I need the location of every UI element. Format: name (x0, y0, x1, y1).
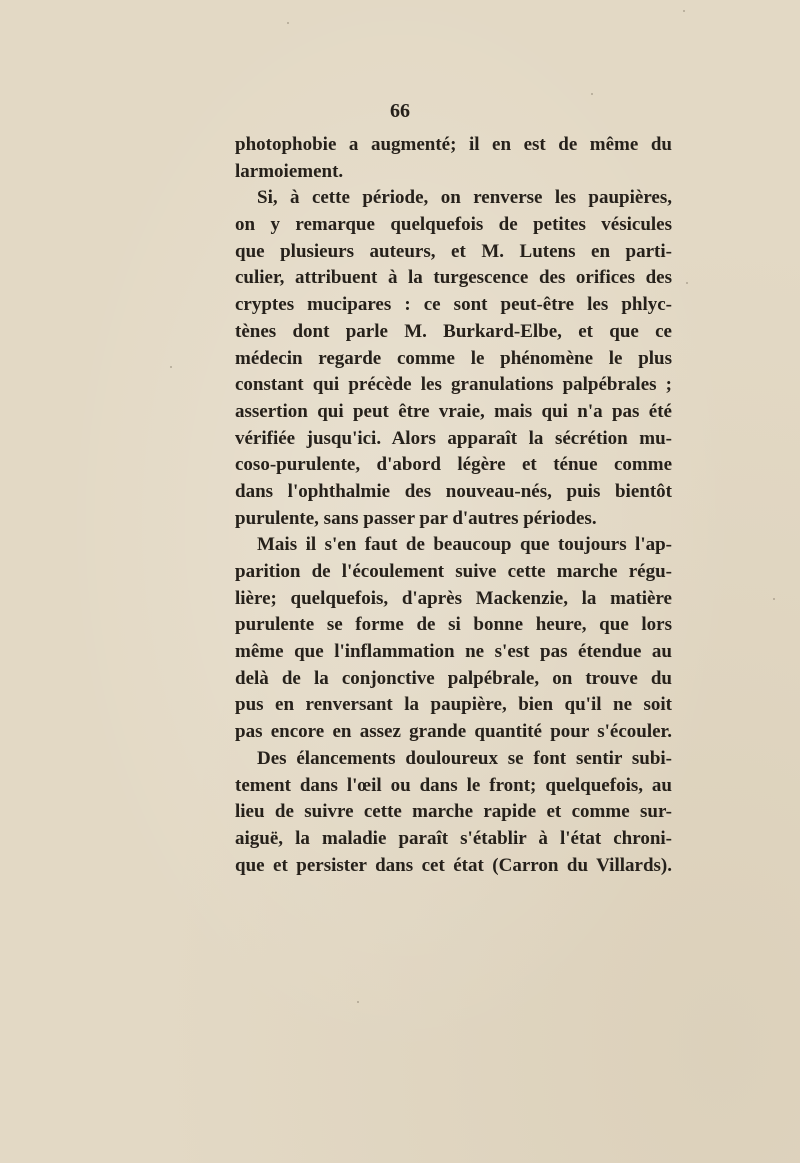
text-line: parition de l'écoulement suive cette marche régu- (235, 561, 672, 582)
text-line: tement dans l'œil ou dans le front; quelquefois, au (235, 774, 672, 796)
text-line: pas encore en assez grande quantité pour s'écouler. (235, 721, 672, 743)
text-line: tènes dont parle M. Burkard-Elbe, et que ce (235, 320, 672, 342)
text-line: Si, à cette période, on renverse les paupières, (257, 187, 672, 209)
paper-speck (773, 598, 775, 600)
page-number: 66 (390, 100, 410, 122)
paper-speck (170, 366, 172, 368)
text-line: Mais il s'en faut de beaucoup que toujours l'ap- (257, 534, 672, 556)
text-line: Des élancements douloureux se font sentir subi- (257, 747, 672, 769)
text-line: larmoiement. (235, 160, 344, 182)
text-line: aiguë, la maladie paraît s'établir à l'état chroni- (235, 827, 672, 849)
paper-speck (591, 93, 593, 95)
text-line: que plusieurs auteurs, et M. Lutens en parti- (235, 240, 672, 262)
text-line: delà de la conjonctive palpébrale, on trouve du (235, 667, 672, 689)
text-line: médecin regarde comme le phénomène le plus (235, 347, 672, 369)
text-line: lieu de suivre cette marche rapide et comme sur- (235, 801, 672, 823)
body-text (235, 132, 672, 879)
paper-speck (683, 10, 685, 12)
text-line: purulente se forme de si bonne heure, que lors (235, 614, 672, 636)
text-line: lière; quelquefois, d'après Mackenzie, la matière (235, 587, 672, 609)
text-line: même que l'inflammation ne s'est pas étendue au (235, 641, 672, 663)
text-line: on y remarque quelquefois de petites vésicules (235, 214, 672, 236)
text-line: photophobie a augmenté; il en est de même du (235, 134, 672, 155)
text-line: cryptes mucipares : ce sont peut-être les phlyc- (235, 294, 672, 316)
text-line: coso-purulente, d'abord légère et ténue comme (235, 454, 672, 476)
text-line: pus en renversant la paupière, bien qu'il ne soit (235, 694, 672, 716)
text-line: constant qui précède les granulations palpébrales ; (235, 374, 672, 396)
text-line: assertion qui peut être vraie, mais qui n'a pas été (235, 400, 672, 422)
paper-speck (287, 22, 289, 24)
text-line: vérifiée jusqu'ici. Alors apparaît la sécrétion mu- (235, 427, 672, 449)
text-line: culier, attribuent à la turgescence des orifices des (235, 267, 672, 289)
paper-speck (686, 282, 688, 284)
text-line: purulente, sans passer par d'autres périodes. (235, 507, 597, 529)
text-line: dans l'ophthalmie des nouveau-nés, puis bientôt (235, 480, 672, 502)
paper-speck (357, 1001, 359, 1003)
text-line: que et persister dans cet état (Carron du Villards). (235, 854, 672, 876)
